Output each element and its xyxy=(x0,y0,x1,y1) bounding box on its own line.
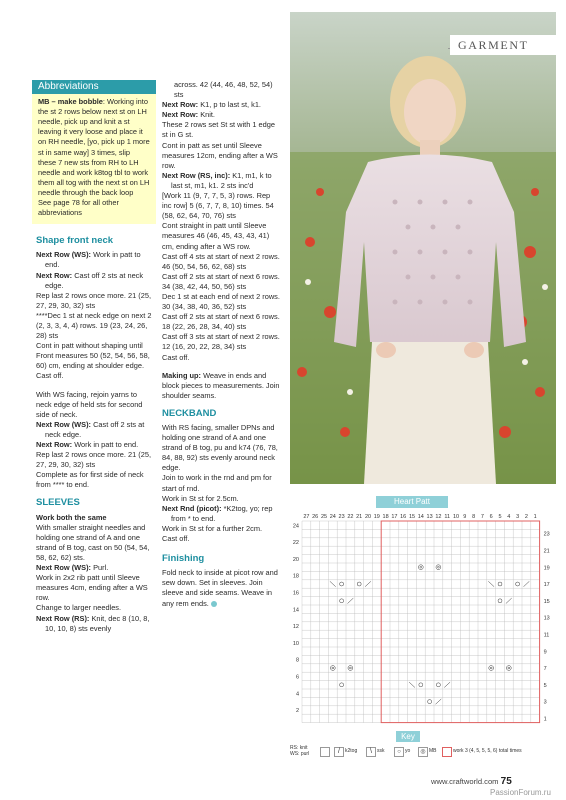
col2-c6-text: K1, m1, k to last st, m1, k1. 2 sts inc'd xyxy=(171,170,272,190)
key-ssk: ssk xyxy=(377,748,385,754)
heart-pattern-chart xyxy=(288,508,560,734)
yo-symbol xyxy=(498,582,502,586)
yo-symbol xyxy=(436,683,440,687)
col2-c8: Cont straight in patt until Sleeve measures 46 (46, 45, 43, 43, 41) cm, ending after a WS row. xyxy=(162,221,270,251)
col2-c7: [Work 11 (9, 7, 7, 5, 3) rows. Rep inc row] 5 (6, 7, 7, 8, 10) times. 54 (58, 62, 64, 70, 76) sts xyxy=(162,191,274,221)
key-title: Key xyxy=(396,731,420,742)
mb-term: MB – make bobble xyxy=(38,97,103,107)
col2-c14: Cast off. xyxy=(162,352,190,362)
key-yo: yo xyxy=(405,748,411,754)
col2-c3-label: Next Row: xyxy=(162,110,199,120)
neckband-n1: With RS facing, smaller DPNs and holding one strand of A and one strand of B tog, pu and k74 (76, 78, 84, 88, 92) sts evenly around neck edge. xyxy=(162,423,278,473)
col2-c5: Cont in patt as set until Sleeve measures 12cm, ending after a WS row. xyxy=(162,140,278,170)
k2tog-symbol xyxy=(506,598,512,603)
ssk-symbol xyxy=(488,581,494,586)
row-label-right: 21 xyxy=(543,548,550,555)
yo-icon: ○ xyxy=(394,747,404,757)
yo-symbol xyxy=(340,683,344,687)
column-label: 15 xyxy=(408,514,416,520)
column-label: 6 xyxy=(489,514,493,520)
key-legend xyxy=(290,745,560,759)
sleeves-p2-label: Next Row (WS): xyxy=(36,563,92,573)
column-label: 18 xyxy=(382,514,389,520)
neckband-n4-text: *K2tog, yo; rep from * to end. xyxy=(171,503,273,523)
column-labels xyxy=(303,514,536,520)
column-label: 22 xyxy=(347,514,354,520)
key-repeat: work 3 (4, 5, 5, 5, 6) total times xyxy=(453,748,522,754)
row-label-left: 24 xyxy=(292,523,299,530)
col2-c13: Cast off 3 sts at start of next 2 rows. 12 (16, 20, 22, 28, 34) sts xyxy=(162,332,280,352)
garment-photo xyxy=(290,12,556,484)
section-label: GARMENT xyxy=(458,38,529,52)
column-label: 13 xyxy=(426,514,433,520)
mb-symbol xyxy=(489,666,494,671)
neckband-n4-label: Next Rnd (picot): xyxy=(162,503,222,513)
mb-symbol-center xyxy=(332,667,334,669)
column-label: 3 xyxy=(516,514,520,520)
column-label: 20 xyxy=(364,514,372,520)
k2tog-symbol xyxy=(524,581,530,586)
sleeves-p5-label: Next Row (RS): xyxy=(36,613,90,623)
finishing-heading: Finishing xyxy=(162,553,205,565)
yo-symbol xyxy=(498,599,502,603)
col2-c2-label: Next Row: xyxy=(162,100,199,110)
col2-c10: Cast off 2 sts at start of next 6 rows. 34 (38, 42, 44, 50, 56) sts xyxy=(162,271,280,291)
column-label: 16 xyxy=(400,514,407,520)
sleeves-p4: Change to larger needles. xyxy=(36,603,122,613)
row-label-right: 1 xyxy=(543,716,547,723)
row-label-left: 8 xyxy=(295,657,299,664)
key-ws-purl: WS: purl xyxy=(290,751,310,757)
neckband-n6: Cast off. xyxy=(162,534,190,544)
sleeves-sub: Work both the same xyxy=(36,512,107,522)
sfn-p9-label: Next Row: xyxy=(36,440,73,449)
sleeves-p3: Work in 2x2 rib patt until Sleeve measures 4cm, ending after a WS row. xyxy=(36,573,148,603)
mb-symbol-center xyxy=(438,566,440,568)
sfn-p4: ****Dec 1 st at neck edge on next 2 (2, 3, 3, 4, 4) rows. 19 (23, 24, 26, 28) sts xyxy=(36,310,152,341)
end-bullet-icon xyxy=(211,601,217,607)
page-number: 75 xyxy=(500,776,512,787)
sfn-p6: Cast off. xyxy=(36,371,64,381)
row-label-left: 18 xyxy=(292,573,299,580)
column-label: 9 xyxy=(463,514,467,520)
photo-illustration xyxy=(290,12,556,484)
mb-text: : Working into the st 2 rows below next st on LH needle, pick up and knit a st leaving it very loose and place it on RH needle, [yo, pick up 1 more st in same way] 3 times, slip these 7 new sts from RH to LH needle and work k8tog tbl to work them all tog with the next st on LH needle through the back loop xyxy=(38,97,150,197)
key-rs-knit: RS: knit xyxy=(290,745,308,751)
yo-symbol xyxy=(516,582,520,586)
column-label: 27 xyxy=(303,514,310,520)
ssk-symbol xyxy=(409,682,415,687)
neckband-n3: Work in St st for 2.5cm. xyxy=(162,493,239,503)
row-label-left: 6 xyxy=(295,674,299,681)
sleeves-heading: SLEEVES xyxy=(36,497,80,509)
sfn-p7: With WS facing, rejoin yarns to neck edge of held sts for second side of neck. xyxy=(36,389,143,419)
col2-c1: across. 42 (44, 46, 48, 52, 54) sts xyxy=(174,80,273,100)
column-label: 12 xyxy=(435,514,442,520)
making-up-label: Making up: xyxy=(162,370,202,380)
mb-icon: ◎ xyxy=(418,747,428,757)
col2-c6-label: Next Row (RS, inc): xyxy=(162,170,231,180)
row-label-left: 12 xyxy=(292,624,299,631)
finishing-text: Fold neck to inside at picot row and sew down. Set in sleeves. Join sleeve and side seams. Weave in any rem ends. xyxy=(162,568,278,608)
column-label: 7 xyxy=(480,514,484,520)
row-label-left: 4 xyxy=(295,691,299,698)
column-label: 5 xyxy=(498,514,502,520)
shape-front-neck-heading: Shape front neck xyxy=(36,235,114,247)
middle-column xyxy=(162,80,280,609)
sfn-p2-label: Next Row: xyxy=(36,270,73,280)
column-label: 17 xyxy=(391,514,398,520)
page-footer xyxy=(431,776,512,787)
abbreviations-title: Abbreviations xyxy=(32,80,156,94)
mb-symbol xyxy=(330,666,335,671)
column-label: 23 xyxy=(338,514,345,520)
col2-c2-text: K1, p to last st, k1. xyxy=(198,100,261,110)
sfn-p10: Rep last 2 rows once more. 21 (25, 27, 29, 30, 32) sts xyxy=(36,450,152,470)
row-label-right: 3 xyxy=(543,699,547,706)
column-label: 14 xyxy=(417,514,424,520)
neckband-heading: NECKBAND xyxy=(162,407,217,419)
section-header xyxy=(450,35,566,55)
watermark: PassionForum.ru xyxy=(490,788,551,797)
col2-c11: Dec 1 st at each end of next 2 rows. 30 (34, 38, 40, 36, 52) sts xyxy=(162,291,280,312)
row-label-right: 5 xyxy=(543,682,547,689)
mb-symbol xyxy=(348,666,353,671)
mb-symbol xyxy=(506,666,511,671)
k2tog-symbol xyxy=(348,598,354,603)
mb-symbol xyxy=(418,565,423,570)
yo-symbol xyxy=(340,599,344,603)
row-label-left: 14 xyxy=(292,607,299,614)
yo-symbol xyxy=(340,582,344,586)
sfn-p3: Rep last 2 rows once more. 21 (25, 27, 29, 30, 32) sts xyxy=(36,290,152,310)
col2-c9: Cast off 4 sts at start of next 2 rows. 46 (50, 54, 56, 62, 68) sts xyxy=(162,251,280,271)
row-label-right: 17 xyxy=(543,582,550,589)
sfn-p8-label: Next Row (WS): xyxy=(36,419,92,429)
yo-symbol xyxy=(428,700,432,704)
mb-symbol xyxy=(436,565,441,570)
row-label-left: 16 xyxy=(292,590,299,597)
sfn-p9-text: Work in patt to end. xyxy=(72,440,139,449)
column-label: 24 xyxy=(329,514,336,520)
see-page-note: See page 78 for all other abbreviations xyxy=(38,198,119,218)
column-label: 2 xyxy=(524,514,528,520)
column-label: 4 xyxy=(507,514,511,520)
row-label-right: 15 xyxy=(543,598,550,605)
left-column xyxy=(36,80,152,634)
sleeves-p2-text: Purl. xyxy=(91,563,109,573)
k2tog-icon: / xyxy=(334,747,344,757)
chart-symbols xyxy=(330,565,529,705)
k2tog-symbol xyxy=(444,682,450,687)
mb-symbol-center xyxy=(508,667,510,669)
mb-symbol-center xyxy=(490,667,492,669)
col2-c3-text: Knit. xyxy=(198,110,215,120)
row-label-left: 20 xyxy=(292,556,299,563)
neckband-n5: Work in St st for a further 2cm. xyxy=(162,523,263,533)
abbreviations-box xyxy=(32,94,156,224)
column-label: 26 xyxy=(312,514,319,520)
row-labels-left xyxy=(293,523,299,714)
sfn-p5: Cont in patt without shaping until Front measures 50 (52, 54, 56, 58, 60) cm, ending at shoulder edge. xyxy=(36,341,150,371)
column-label: 8 xyxy=(472,514,476,520)
k2tog-symbol xyxy=(436,699,442,704)
sfn-p1-text: Work in patt to end. xyxy=(45,250,141,270)
yo-symbol xyxy=(357,582,361,586)
column-label: 10 xyxy=(452,514,460,520)
yo-symbol xyxy=(419,683,423,687)
sleeves-p5-text: Knit, dec 8 (10, 8, 10, 10, 8) sts evenly xyxy=(45,613,150,633)
k2tog-symbol xyxy=(365,581,371,586)
row-label-right: 19 xyxy=(543,565,550,572)
key-mb: MB xyxy=(429,748,437,754)
ssk-icon: \ xyxy=(366,747,376,757)
column-label: 19 xyxy=(373,514,380,520)
column-label: 21 xyxy=(356,514,363,520)
row-labels-right xyxy=(544,532,550,723)
sfn-p8-text: Cast off 2 sts at neck edge. xyxy=(45,419,145,439)
making-up-text: Weave in ends and block pieces to measurements. Join shoulder seams. xyxy=(162,370,280,400)
repeat-icon xyxy=(442,747,452,757)
column-label: 1 xyxy=(533,514,537,520)
col2-c4: These 2 rows set St st with 1 edge st in G st. xyxy=(162,120,275,140)
ssk-symbol xyxy=(330,581,336,586)
col2-c12: Cast off 2 sts at start of next 6 rows. 18 (22, 26, 28, 34, 40) sts xyxy=(162,312,280,332)
sfn-p11: Complete as for first side of neck from **** to end. xyxy=(36,470,144,490)
mb-symbol-center xyxy=(350,667,352,669)
sfn-p2-text: Cast off 2 sts at neck edge. xyxy=(45,270,144,290)
row-label-right: 7 xyxy=(543,666,547,673)
knit-square-icon xyxy=(320,747,330,757)
sfn-p1-label: Next Row (WS): xyxy=(36,250,92,260)
row-label-left: 10 xyxy=(292,640,299,647)
sleeves-p1: With smaller straight needles and holding one strand of A and one strand of B tog, cast on 50 (54, 54, 58, 62, 62) sts. xyxy=(36,522,150,562)
column-label: 11 xyxy=(444,514,451,520)
key-k2tog: k2tog xyxy=(345,748,358,754)
chart-grid xyxy=(302,521,540,723)
row-label-right: 11 xyxy=(543,632,550,639)
neckband-n2: Join to work in the rnd and pm for start of rnd. xyxy=(162,473,272,493)
column-label: 25 xyxy=(320,514,328,520)
row-label-left: 2 xyxy=(295,708,299,715)
footer-site: www.craftworld.com xyxy=(431,777,499,786)
mb-symbol-center xyxy=(420,566,422,568)
chart-title: Heart Patt xyxy=(376,496,448,508)
row-label-left: 22 xyxy=(292,540,299,547)
row-label-right: 23 xyxy=(543,531,550,538)
row-label-right: 9 xyxy=(543,649,547,656)
row-label-right: 13 xyxy=(543,615,550,622)
